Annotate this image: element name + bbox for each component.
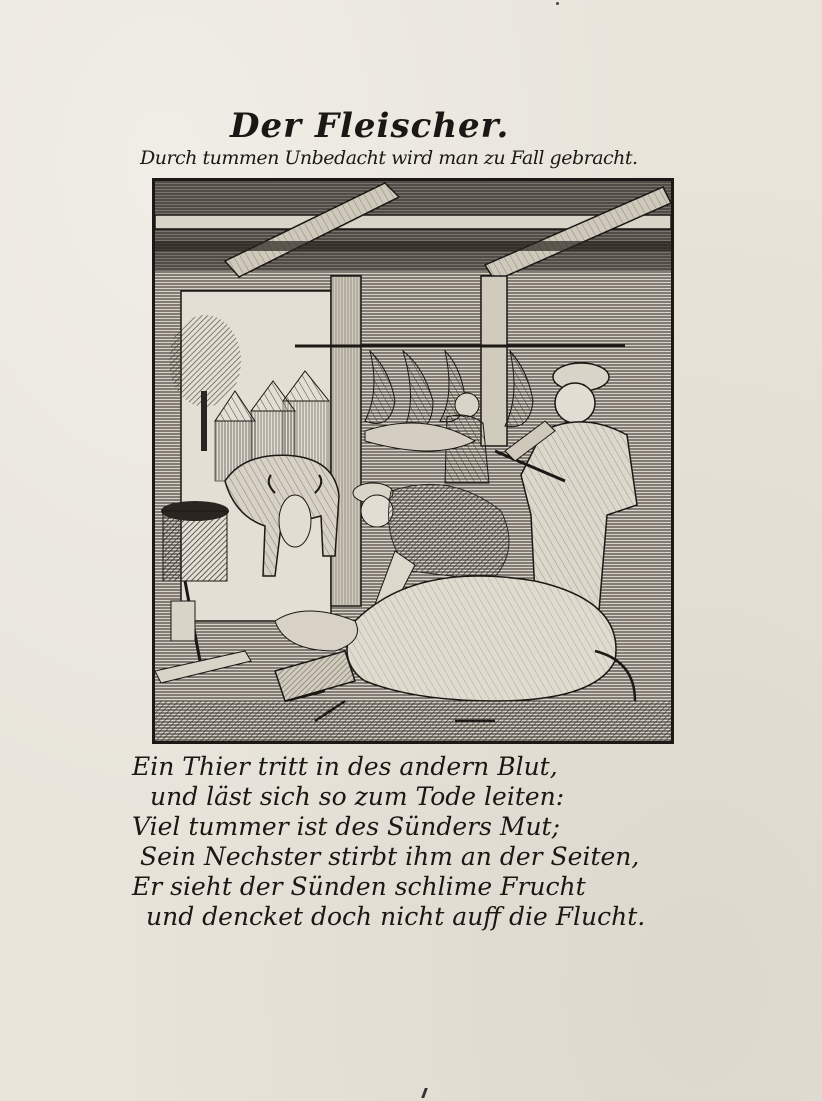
- engraving-title: Der Fleischer.: [230, 106, 510, 146]
- wooden-post-right: [481, 276, 507, 446]
- verse-text: [132, 752, 702, 932]
- ink-speck: [556, 2, 559, 5]
- butcher-illustration: [152, 178, 674, 744]
- ceiling-joist: [155, 241, 671, 251]
- verse-line: Viel tummer ist des Sünders Mut;: [132, 812, 561, 841]
- verse-line: Er sieht der Sünden schlime Frucht: [132, 872, 586, 901]
- verse-line: und läst sich so zum Tode leiten:: [150, 782, 565, 811]
- verse-line: Ein Thier tritt in des andern Blut,: [132, 752, 558, 781]
- engraving-motto: Durch tummen Unbedacht wird man zu Fall gebracht.: [140, 147, 638, 169]
- floor: [155, 701, 671, 741]
- verse-line: Sein Nechster stirbt ihm an der Seiten,: [140, 842, 640, 871]
- verse-line: und dencket doch nicht auff die Flucht.: [146, 902, 646, 931]
